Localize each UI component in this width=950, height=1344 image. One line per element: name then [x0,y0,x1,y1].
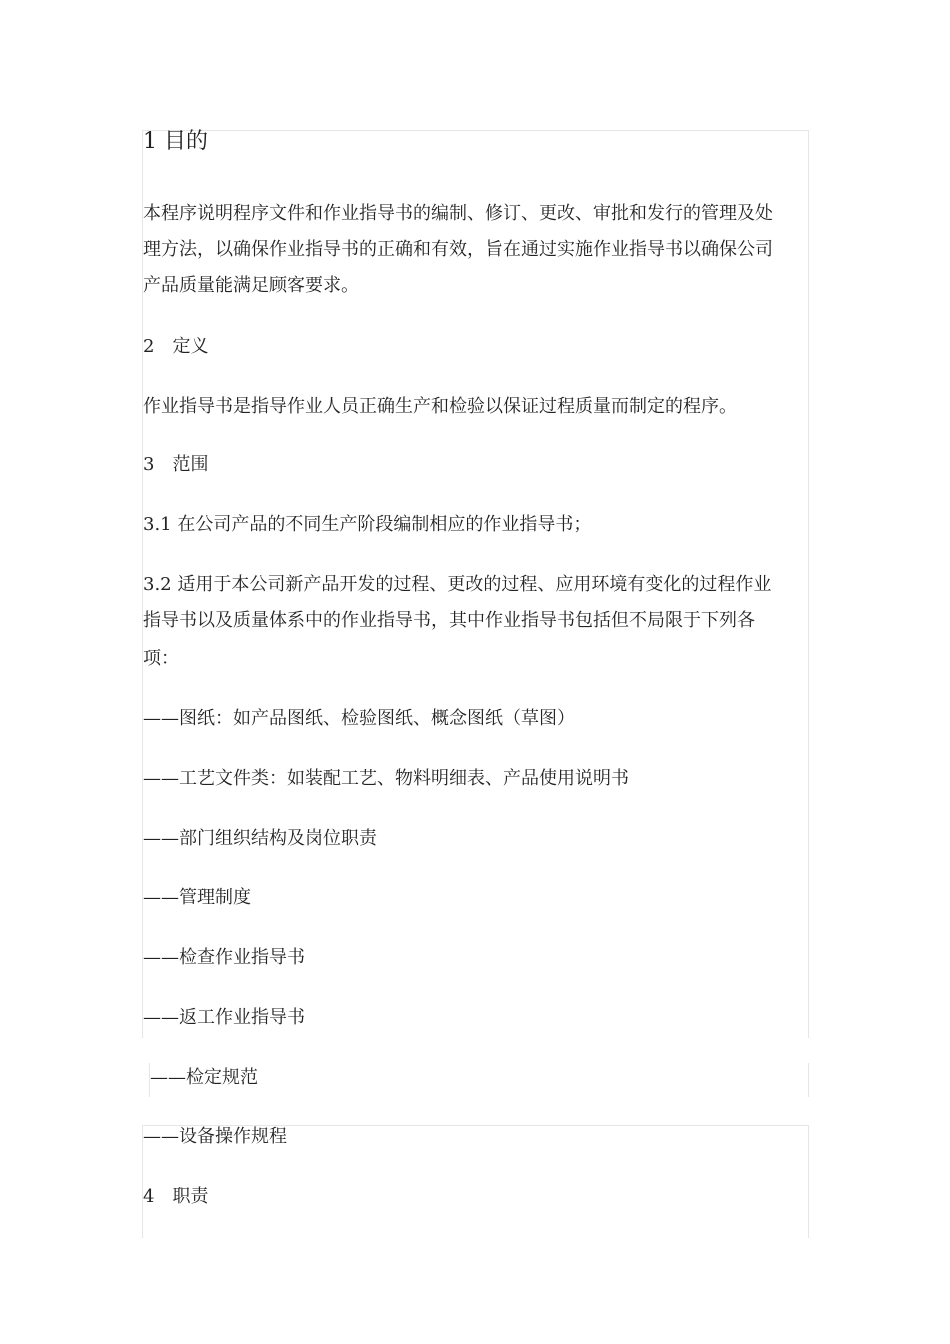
scope-item-3-1: 3.1 在公司产品的不同生产阶段编制相应的作业指导书； [143,514,592,535]
list-item: ——工艺文件类：如装配工艺、物料明细表、产品使用说明书 [143,768,629,789]
list-item: ——检定规范 [150,1067,258,1088]
scope-item-3-2-line-2: 指导书以及质量体系中的作业指导书，其中作业指导书包括但不局限于下列各 [143,610,755,631]
section-4-heading: 4 职责 [143,1186,209,1207]
section-3-heading: 3 范围 [143,454,209,475]
list-item: ——部门组织结构及岗位职责 [143,828,377,849]
purpose-line-1: 本程序说明程序文件和作业指导书的编制、修订、更改、审批和发行的管理及处 [143,203,773,224]
list-item: ——图纸：如产品图纸、检验图纸、概念图纸（草图） [143,708,575,729]
purpose-line-2: 理方法，以确保作业指导书的正确和有效，旨在通过实施作业指导书以确保公司 [143,239,773,260]
list-item: ——设备操作规程 [143,1126,287,1147]
definition-text: 作业指导书是指导作业人员正确生产和检验以保证过程质量而制定的程序。 [143,396,737,417]
purpose-line-3: 产品质量能满足顾客要求。 [143,275,359,296]
section-1-heading: 1 目的 [143,129,208,154]
scope-item-3-2-line-3: 项： [143,648,179,669]
list-item: ——检查作业指导书 [143,947,305,968]
list-item: ——返工作业指导书 [143,1007,305,1028]
scope-item-3-2-line-1: 3.2 适用于本公司新产品开发的过程、更改的过程、应用环境有变化的过程作业 [143,574,772,595]
section-2-heading: 2 定义 [143,336,209,357]
list-item: ——管理制度 [143,887,251,908]
